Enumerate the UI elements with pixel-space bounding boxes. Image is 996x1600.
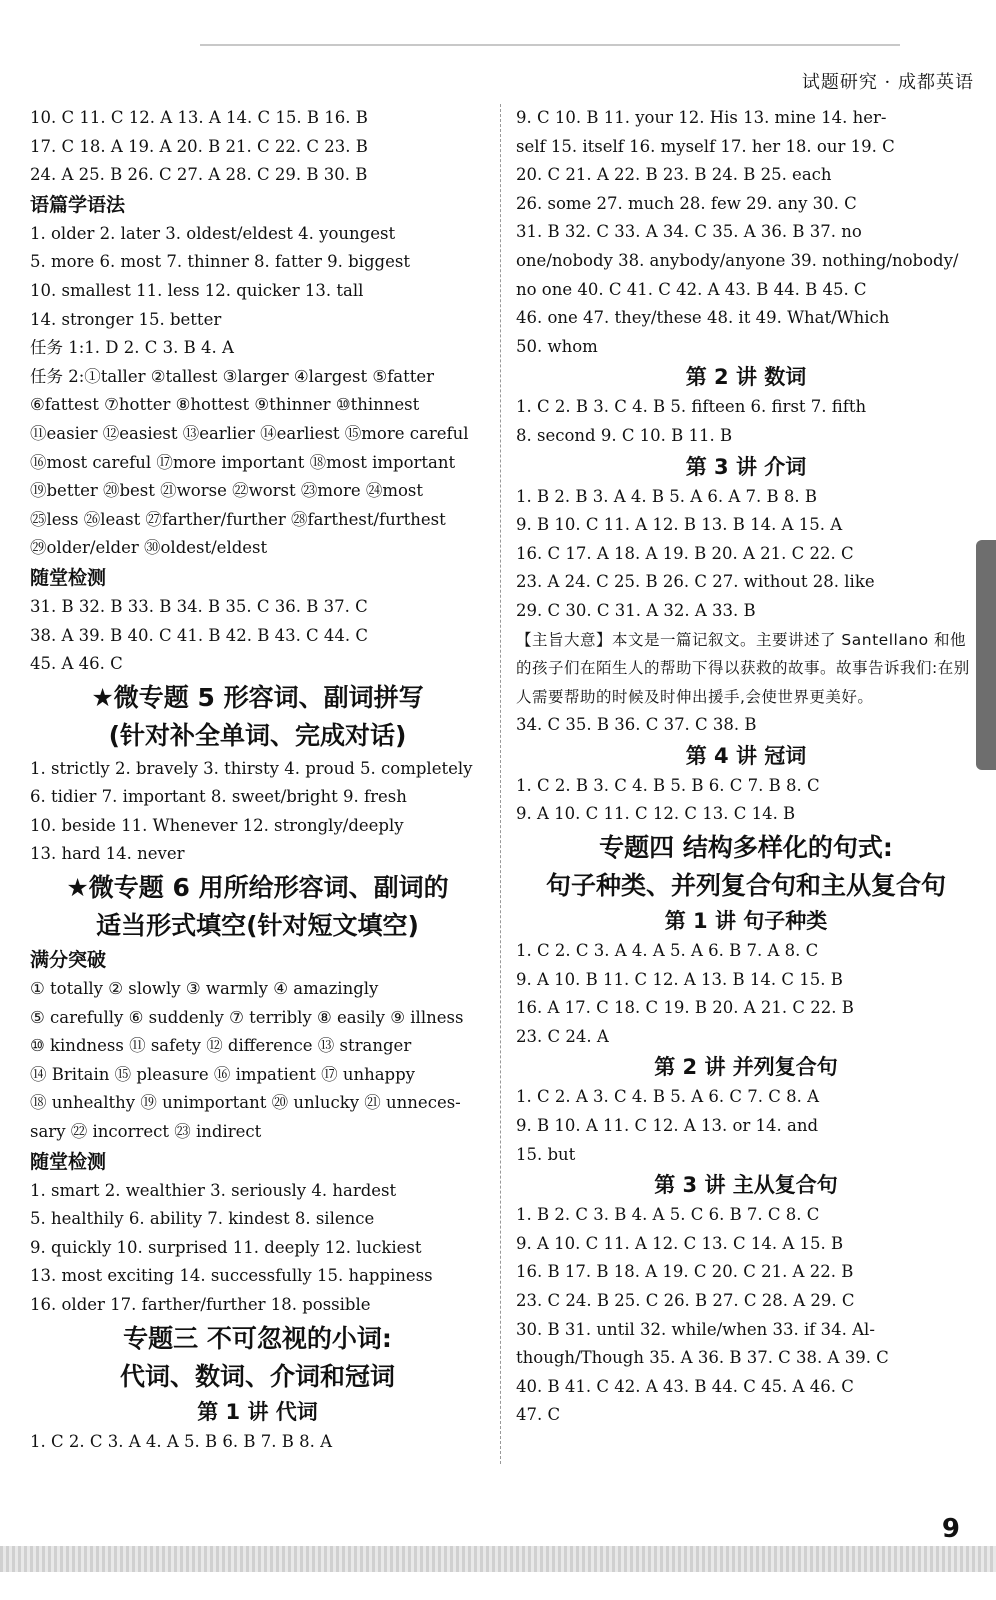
lesson-title: 第 1 讲 句子种类 xyxy=(664,909,828,934)
column-divider xyxy=(500,104,501,1464)
answer-line: 5. healthily 6. ability 7. kindest 8. silence xyxy=(30,1209,375,1229)
lesson-title: 第 4 讲 冠词 xyxy=(685,743,807,768)
answer-line: 14. stronger 15. better xyxy=(30,309,222,329)
topic-title: 专题四 结构多样化的句式: xyxy=(599,833,893,863)
answer-line: 31. B 32. C 33. A 34. C 35. A 36. B 37. no xyxy=(516,222,862,242)
topic-title: ★微专题 6 用所给形容词、副词的 xyxy=(66,873,449,903)
answer-line: 23. C 24. A xyxy=(516,1026,609,1046)
answer-line: ㉙older/elder ㉚oldest/eldest xyxy=(30,538,268,558)
topic-title: ★微专题 5 形容词、副词拼写 xyxy=(91,682,424,712)
top-rule xyxy=(200,44,900,46)
answer-line: 9. B 10. A 11. C 12. A 13. or 14. and xyxy=(516,1116,819,1136)
section-heading: 随堂检测 xyxy=(30,566,107,589)
lesson-title: 第 2 讲 并列复合句 xyxy=(654,1055,838,1080)
answer-line: ⑥fattest ⑦hotter ⑧hottest ⑨thinner ⑩thinnest xyxy=(30,395,420,415)
answer-line: 31. B 32. B 33. B 34. B 35. C 36. B 37. C xyxy=(30,596,368,616)
answer-line: 9. B 10. C 11. A 12. B 13. B 14. A 15. A xyxy=(516,515,843,535)
answer-line: ① totally ② slowly ③ warmly ④ amazingly xyxy=(30,979,379,999)
answer-line: 9. A 10. B 11. C 12. A 13. B 14. C 15. B xyxy=(516,969,843,989)
answer-line: 50. whom xyxy=(516,336,598,356)
answer-line: 1. B 2. B 3. A 4. B 5. A 6. A 7. B 8. B xyxy=(516,486,817,506)
answer-line: 任务 1:1. D 2. C 3. B 4. A xyxy=(30,338,234,358)
answer-line: 9. quickly 10. surprised 11. deeply 12. luckiest xyxy=(30,1237,422,1257)
answer-line: 10. C 11. C 12. A 13. A 14. C 15. B 16. B xyxy=(30,108,368,127)
answer-line: 45. A 46. C xyxy=(30,654,123,674)
topic-title: 代词、数词、介词和冠词 xyxy=(119,1361,395,1391)
answer-line: 1. B 2. C 3. B 4. A 5. C 6. B 7. C 8. C xyxy=(516,1205,820,1225)
answer-line: 40. B 41. C 42. A 43. B 44. C 45. A 46. C xyxy=(516,1376,854,1396)
answer-line: 6. tidier 7. important 8. sweet/bright 9. fresh xyxy=(30,787,407,807)
answer-line: 1. C 2. B 3. C 4. B 5. fifteen 6. first 7. fifth xyxy=(516,397,867,417)
answer-line: 9. A 10. C 11. A 12. C 13. C 14. A 15. B xyxy=(516,1233,844,1253)
answer-line: 1. smart 2. wealthier 3. seriously 4. hardest xyxy=(30,1180,397,1200)
page-number: 9 xyxy=(941,1514,960,1544)
answer-line: 17. C 18. A 19. A 20. B 21. C 22. C 23. B xyxy=(30,136,368,156)
topic-title: (针对补全单词、完成对话) xyxy=(108,720,407,750)
answer-line: 13. hard 14. never xyxy=(30,844,185,864)
answer-line: 20. C 21. A 22. B 23. B 24. B 25. each xyxy=(516,165,832,185)
answer-line: 16. older 17. farther/further 18. possible xyxy=(30,1295,371,1314)
section-heading: 满分突破 xyxy=(30,949,107,972)
answer-line: 24. A 25. B 26. C 27. A 28. C 29. B 30. B xyxy=(30,165,368,185)
answer-line: sary ㉒ incorrect ㉓ indirect xyxy=(30,1122,262,1142)
answer-line: 1. C 2. C 3. A 4. A 5. B 6. B 7. B 8. A xyxy=(30,1431,332,1451)
lesson-title: 第 2 讲 数词 xyxy=(685,365,807,390)
answer-line: 46. one 47. they/these 48. it 49. What/Which xyxy=(516,308,890,328)
side-tab xyxy=(976,540,996,770)
answer-line: 23. C 24. B 25. C 26. B 27. C 28. A 29. C xyxy=(516,1291,855,1310)
answer-line: ⑩ kindness ⑪ safety ⑫ difference ⑬ stranger xyxy=(30,1036,412,1056)
answer-line: self 15. itself 16. myself 17. her 18. our 19. C xyxy=(516,136,895,156)
bottom-band xyxy=(0,1546,996,1572)
left-column xyxy=(30,104,485,1456)
answer-line: ⑱ unhealthy ⑲ unimportant ⑳ unlucky ㉑ unneces- xyxy=(30,1093,461,1113)
running-head: 试题研究 · 成都英语 xyxy=(801,72,974,93)
lesson-title: 第 1 讲 代词 xyxy=(197,1399,318,1424)
answer-line: 38. A 39. B 40. C 41. B 42. B 43. C 44. C xyxy=(30,625,369,645)
answer-line: 1. older 2. later 3. oldest/eldest 4. youngest xyxy=(30,223,396,243)
answer-line: ⑪easier ⑫easiest ⑬earlier ⑭earliest ⑮more careful xyxy=(30,423,469,443)
section-heading: 语篇学语法 xyxy=(30,193,126,216)
answer-line: 15. but xyxy=(516,1144,576,1164)
answer-line: 1. strictly 2. bravely 3. thirsty 4. proud 5. completely xyxy=(30,758,473,778)
answer-line: no one 40. C 41. C 42. A 43. B 44. B 45. C xyxy=(516,279,867,299)
topic-title: 专题三 不可忽视的小词: xyxy=(123,1323,392,1353)
answer-line: 10. beside 11. Whenever 12. strongly/deeply xyxy=(30,815,404,835)
answer-line: ⑭ Britain ⑮ pleasure ⑯ impatient ⑰ unhappy xyxy=(30,1064,415,1084)
section-heading: 随堂检测 xyxy=(30,1150,107,1173)
answer-line: 1. C 2. C 3. A 4. A 5. A 6. B 7. A 8. C xyxy=(516,941,819,961)
lesson-title: 第 3 讲 主从复合句 xyxy=(654,1173,838,1198)
answer-line: 26. some 27. much 28. few 29. any 30. C xyxy=(516,193,857,213)
answer-line: 30. B 31. until 32. while/when 33. if 34. Al- xyxy=(516,1319,875,1339)
answer-line: ⑯most careful ⑰more important ⑱most important xyxy=(30,452,456,472)
lesson-title: 第 3 讲 介词 xyxy=(685,454,807,479)
topic-title: 句子种类、并列复合句和主从复合句 xyxy=(545,871,946,901)
answer-line: 5. more 6. most 7. thinner 8. fatter 9. biggest xyxy=(30,252,410,272)
answer-line: 16. C 17. A 18. A 19. B 20. A 21. C 22. C xyxy=(516,543,854,563)
answer-line: 47. C xyxy=(516,1405,561,1425)
answer-line: one/nobody 38. anybody/anyone 39. nothing/nobody/ xyxy=(516,250,959,270)
answer-line: 9. C 10. B 11. your 12. His 13. mine 14. her- xyxy=(516,108,887,127)
answer-line: 8. second 9. C 10. B 11. B xyxy=(516,425,733,445)
answer-line: 16. A 17. C 18. C 19. B 20. A 21. C 22. B xyxy=(516,998,854,1018)
answer-line: 23. A 24. C 25. B 26. C 27. without 28. like xyxy=(516,572,875,592)
answer-line: 任务 2:①taller ②tallest ③larger ④largest ⑤fatter xyxy=(30,366,435,386)
answer-line: ⑤ carefully ⑥ suddenly ⑦ terribly ⑧ easily ⑨ illness xyxy=(30,1007,464,1027)
answer-line: 34. C 35. B 36. C 37. C 38. B xyxy=(516,715,757,735)
right-column xyxy=(516,104,976,1430)
answer-line: ⑲better ⑳best ㉑worse ㉒worst ㉓more ㉔most xyxy=(30,481,424,501)
answer-line: 1. C 2. A 3. C 4. B 5. A 6. C 7. C 8. A xyxy=(516,1087,819,1107)
answer-line: 16. B 17. B 18. A 19. C 20. C 21. A 22. B xyxy=(516,1262,854,1282)
answer-line: 1. C 2. B 3. C 4. B 5. B 6. C 7. B 8. C xyxy=(516,775,820,795)
answer-line: 13. most exciting 14. successfully 15. happiness xyxy=(30,1266,433,1286)
answer-line: 9. A 10. C 11. C 12. C 13. C 14. B xyxy=(516,804,796,824)
answer-line: 29. C 30. C 31. A 32. A 33. B xyxy=(516,600,756,620)
summary-paragraph: 【主旨大意】本文是一篇记叙文。主要讲述了 Santellano 和他的孩子们在陌生人的帮助下得以获救的故事。故事告诉我们:在别人需要帮助的时候及时伸出援手,会使世界更美好。 xyxy=(516,630,970,706)
answer-line: though/Though 35. A 36. B 37. C 38. A 39. C xyxy=(516,1348,889,1368)
answer-line: ㉕less ㉖least ㉗farther/further ㉘farthest/furthest xyxy=(30,509,446,529)
topic-title: 适当形式填空(针对短文填空) xyxy=(96,911,419,941)
answer-line: 10. smallest 11. less 12. quicker 13. tall xyxy=(30,280,364,300)
